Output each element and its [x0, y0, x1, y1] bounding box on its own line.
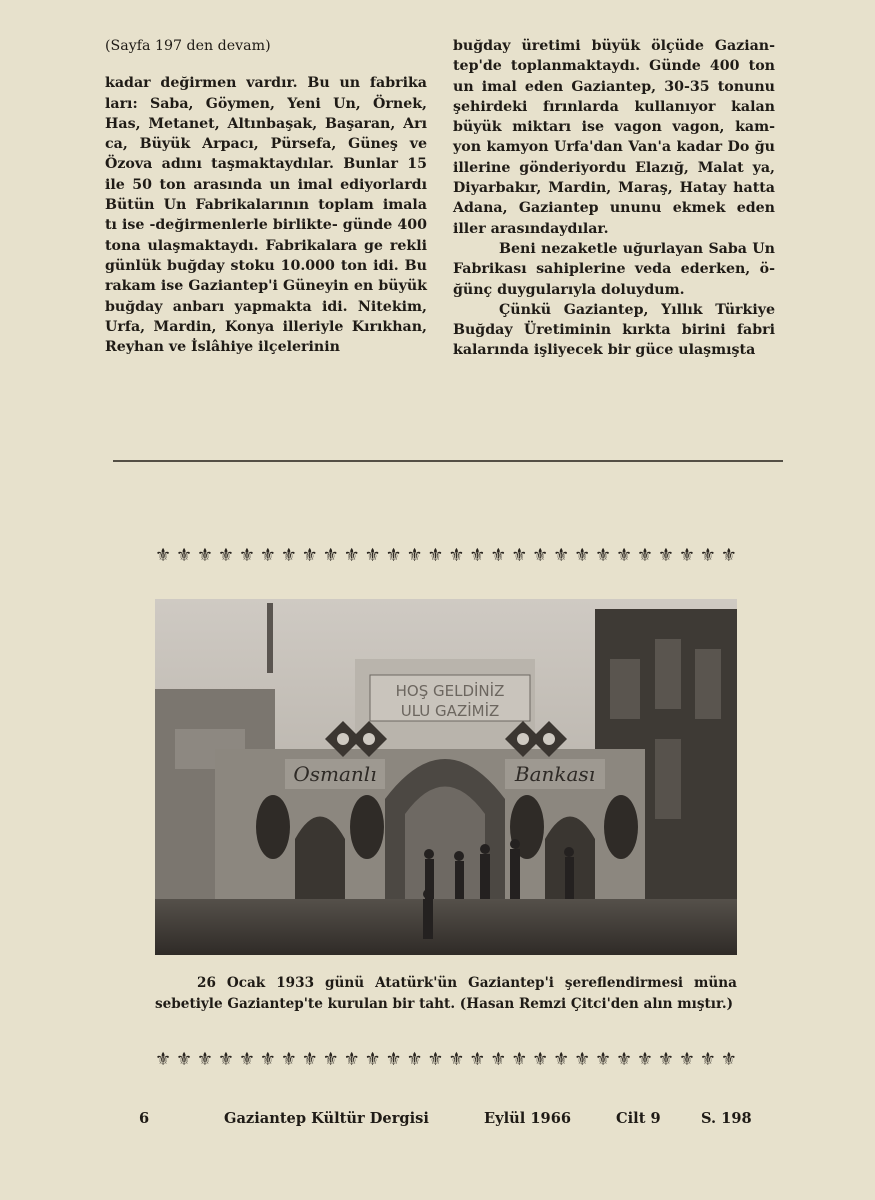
- fleur-de-lis-icon: ⚜: [490, 1049, 507, 1070]
- photo-drawing: [155, 599, 737, 955]
- banner-text-line-1: HOŞ GELDİNİZ: [395, 682, 505, 700]
- page-number: 6: [139, 1110, 150, 1127]
- fleur-de-lis-icon: ⚜: [175, 1049, 193, 1070]
- fleur-de-lis-icon: ⚜: [301, 1049, 318, 1070]
- journal-title: Gaziantep Kültür Dergisi: [224, 1110, 429, 1127]
- fleur-de-lis-icon: ⚜: [301, 545, 318, 566]
- fleur-de-lis-icon: ⚜: [217, 1049, 234, 1070]
- right-paragraph-1: buğday üretimi büyük ölçüde Gazian- tep'de toplanmaktaydı. Günde 400 ton un imal eden Gaziantep, 30-35 tonunu şehirdeki fırınlarda kullanıyor kalan büyük miktarı ise vagon vagon, kam- yon kamyon Urfa'dan Van'a kadar Do ğu illerine gönderiyordu Elazığ, Malat ya, Diyarbakır, Mardin, Maraş, Hatay hatta Adana, Gaziantep ununu ekmek eden iller arasındaydılar.: [453, 38, 775, 237]
- volume-number: Cilt 9: [616, 1110, 661, 1127]
- right-paragraph-2: Beni nezaketle uğurlayan Saba Un Fabrikası sahiplerine veda ederken, ö- ğünç duygularıyla doluydum.: [453, 240, 775, 298]
- fleur-de-lis-icon: ⚜: [553, 1049, 570, 1070]
- right-text-column: [453, 36, 775, 361]
- fleur-de-lis-icon: ⚜: [448, 545, 465, 566]
- fleur-de-lis-icon: ⚜: [574, 1049, 591, 1070]
- fleur-de-lis-icon: ⚜: [490, 545, 507, 566]
- fleur-de-lis-icon: ⚜: [385, 545, 402, 566]
- sign-left-text: Osmanlı: [293, 762, 377, 786]
- fleur-de-lis-icon: ⚜: [385, 1049, 402, 1070]
- fleur-de-lis-icon: ⚜: [615, 545, 633, 566]
- fleur-de-lis-icon: ⚜: [343, 1049, 360, 1070]
- fleur-de-lis-icon: ⚜: [155, 1049, 172, 1070]
- fleur-de-lis-icon: ⚜: [720, 1049, 737, 1070]
- sign-right-text: Bankası: [514, 762, 596, 786]
- issue-date: Eylül 1966: [484, 1110, 571, 1127]
- fleur-de-lis-icon: ⚜: [238, 545, 255, 566]
- fleur-de-lis-icon: ⚜: [469, 1049, 486, 1070]
- fleur-de-lis-icon: ⚜: [406, 545, 423, 566]
- fleur-de-lis-icon: ⚜: [406, 1049, 423, 1070]
- fleur-de-lis-icon: ⚜: [574, 545, 591, 566]
- fleur-de-lis-icon: ⚜: [511, 545, 528, 566]
- fleur-de-lis-icon: ⚜: [595, 545, 612, 566]
- section-divider-rule: [113, 460, 783, 462]
- fleur-de-lis-icon: ⚜: [699, 545, 716, 566]
- fleur-de-lis-icon: ⚜: [259, 545, 276, 566]
- fleur-de-lis-icon: ⚜: [532, 545, 549, 566]
- fleur-de-lis-icon: ⚜: [217, 545, 234, 566]
- fleur-de-lis-icon: ⚜: [615, 1049, 633, 1070]
- fleur-de-lis-icon: ⚜: [175, 545, 193, 566]
- fleur-de-lis-icon: ⚜: [657, 545, 675, 566]
- photo-caption: 26 Ocak 1933 günü Atatürk'ün Gaziantep'i şereflendirmesi müna sebetiyle Gaziantep'te kurulan bir taht. (Hasan Remzi Çitci'den alın mıştır.): [155, 975, 737, 1012]
- fleur-de-lis-icon: ⚜: [657, 1049, 675, 1070]
- fleur-de-lis-icon: ⚜: [322, 1049, 339, 1070]
- fleur-de-lis-icon: ⚜: [720, 545, 737, 566]
- issue-number: S. 198: [701, 1110, 752, 1127]
- ornament-row-bottom: [155, 1049, 737, 1071]
- fleur-de-lis-icon: ⚜: [322, 545, 339, 566]
- fleur-de-lis-icon: ⚜: [196, 1049, 214, 1070]
- right-paragraph-3: Çünkü Gaziantep, Yıllık Türkiye Buğday Üretiminin kırkta birini fabri kalarında işliyecek bir güce ulaşmışta: [453, 301, 775, 359]
- fleur-de-lis-icon: ⚜: [678, 1049, 695, 1070]
- historical-photo: [155, 599, 737, 955]
- continued-note: (Sayfa 197 den devam): [105, 38, 271, 54]
- fleur-de-lis-icon: ⚜: [196, 545, 214, 566]
- fleur-de-lis-icon: ⚜: [364, 1049, 381, 1070]
- fleur-de-lis-icon: ⚜: [469, 545, 486, 566]
- fleur-de-lis-icon: ⚜: [511, 1049, 528, 1070]
- left-paragraph: kadar değirmen vardır. Bu un fabrika ları: Saba, Göymen, Yeni Un, Örnek, Has, Metanet, Altınbaşak, Başaran, Arı ca, Büyük Arpacı, Pürsefa, Güneş ve Özova adını taşmaktaydılar. Bunlar 15 ile 50 ton arasında un imal ediyorlardı Bütün Un Fabrikalarının toplam imala tı ise -değirmenlerle birlikte- günde 400 tona ulaşmaktaydı. Fabrikalara ge rekli günlük buğday stoku 10.000 ton idi. Bu rakam ise Gaziantep'i Güneyin en büyük buğday anbarı yapmakta idi. Nitekim, Urfa, Mardin, Konya illeriyle Kırıkhan, Reyhan ve İslâhiye ilçelerinin: [105, 75, 427, 356]
- fleur-de-lis-icon: ⚜: [427, 1049, 444, 1070]
- fleur-de-lis-icon: ⚜: [427, 545, 444, 566]
- fleur-de-lis-icon: ⚜: [448, 1049, 465, 1070]
- fleur-de-lis-icon: ⚜: [238, 1049, 255, 1070]
- fleur-de-lis-icon: ⚜: [532, 1049, 549, 1070]
- left-text-column: [105, 36, 427, 357]
- fleur-de-lis-icon: ⚜: [678, 545, 695, 566]
- fleur-de-lis-icon: ⚜: [636, 545, 654, 566]
- fleur-de-lis-icon: ⚜: [280, 545, 297, 566]
- fleur-de-lis-icon: ⚜: [343, 545, 360, 566]
- fleur-de-lis-icon: ⚜: [595, 1049, 612, 1070]
- banner-text-line-2: ULU GAZİMİZ: [400, 702, 500, 720]
- fleur-de-lis-icon: ⚜: [636, 1049, 654, 1070]
- fleur-de-lis-icon: ⚜: [155, 545, 172, 566]
- fleur-de-lis-icon: ⚜: [699, 1049, 716, 1070]
- fleur-de-lis-icon: ⚜: [280, 1049, 297, 1070]
- fleur-de-lis-icon: ⚜: [259, 1049, 276, 1070]
- ornament-row-top: [155, 545, 737, 567]
- fleur-de-lis-icon: ⚜: [553, 545, 570, 566]
- fleur-de-lis-icon: ⚜: [364, 545, 381, 566]
